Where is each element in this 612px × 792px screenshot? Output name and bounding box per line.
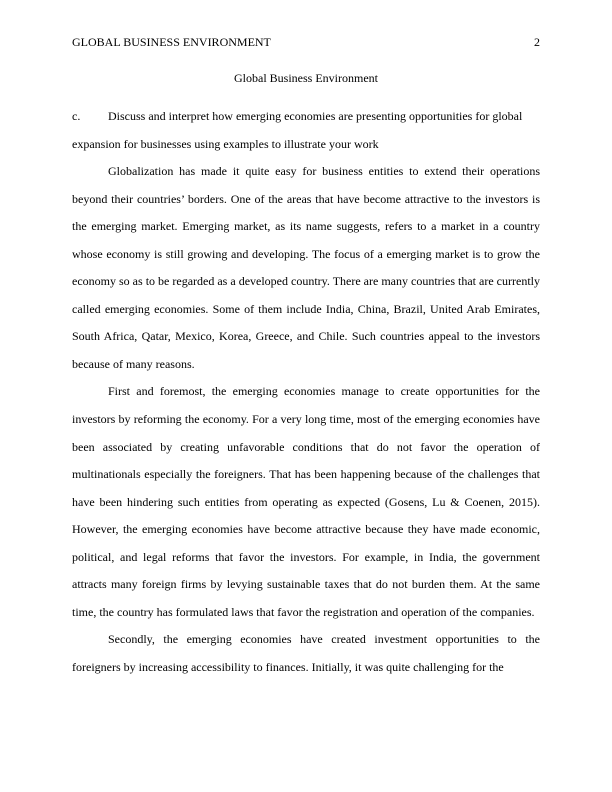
page-number: 2 xyxy=(534,35,540,49)
document-body xyxy=(72,103,540,681)
running-head: GLOBAL BUSINESS ENVIRONMENT xyxy=(72,35,271,49)
question-text: Discuss and interpret how emerging economies are presenting opportunities for global expansion for businesses using examples to illustrate your work xyxy=(72,109,523,151)
body-paragraph-1: Globalization has made it quite easy for business entities to extend their operations beyond their countries’ borders. One of the areas that have become attractive to the investors is the emerging market. Emerging market, as its name suggests, refers to a market in a country whose economy is still growing and developing. The focus of a emerging market is to grow the economy so as to be regarded as a developed country. There are many countries that are currently called emerging economies. Some of them include India, China, Brazil, United Arab Emirates, South Africa, Qatar, Mexico, Korea, Greece, and Chile. Such countries appeal to the investors because of many reasons. xyxy=(72,164,540,371)
document-title: Global Business Environment xyxy=(234,71,378,85)
question-prompt xyxy=(72,103,540,158)
body-paragraph-2: First and foremost, the emerging economies manage to create opportunities for the investors by reforming the economy. For a very long time, most of the emerging economies have been associated by creating unfavorable conditions that do not favor the operation of multinationals especially the foreigners. That has been happening because of the challenges that have been hindering such entities from operating as expected (Gosens, Lu & Coenen, 2015). However, the emerging economies have become attractive because they have made economic, political, and legal reforms that favor the investors. For example, in India, the government attracts many foreign firms by levying sustainable taxes that do not burden them. At the same time, the country has formulated laws that favor the registration and operation of the companies. xyxy=(72,384,540,619)
body-paragraph-3: Secondly, the emerging economies have created investment opportunities to the foreigners by increasing accessibility to finances. Initially, it was quite challenging for the xyxy=(72,632,540,674)
question-label: c. xyxy=(72,109,81,123)
